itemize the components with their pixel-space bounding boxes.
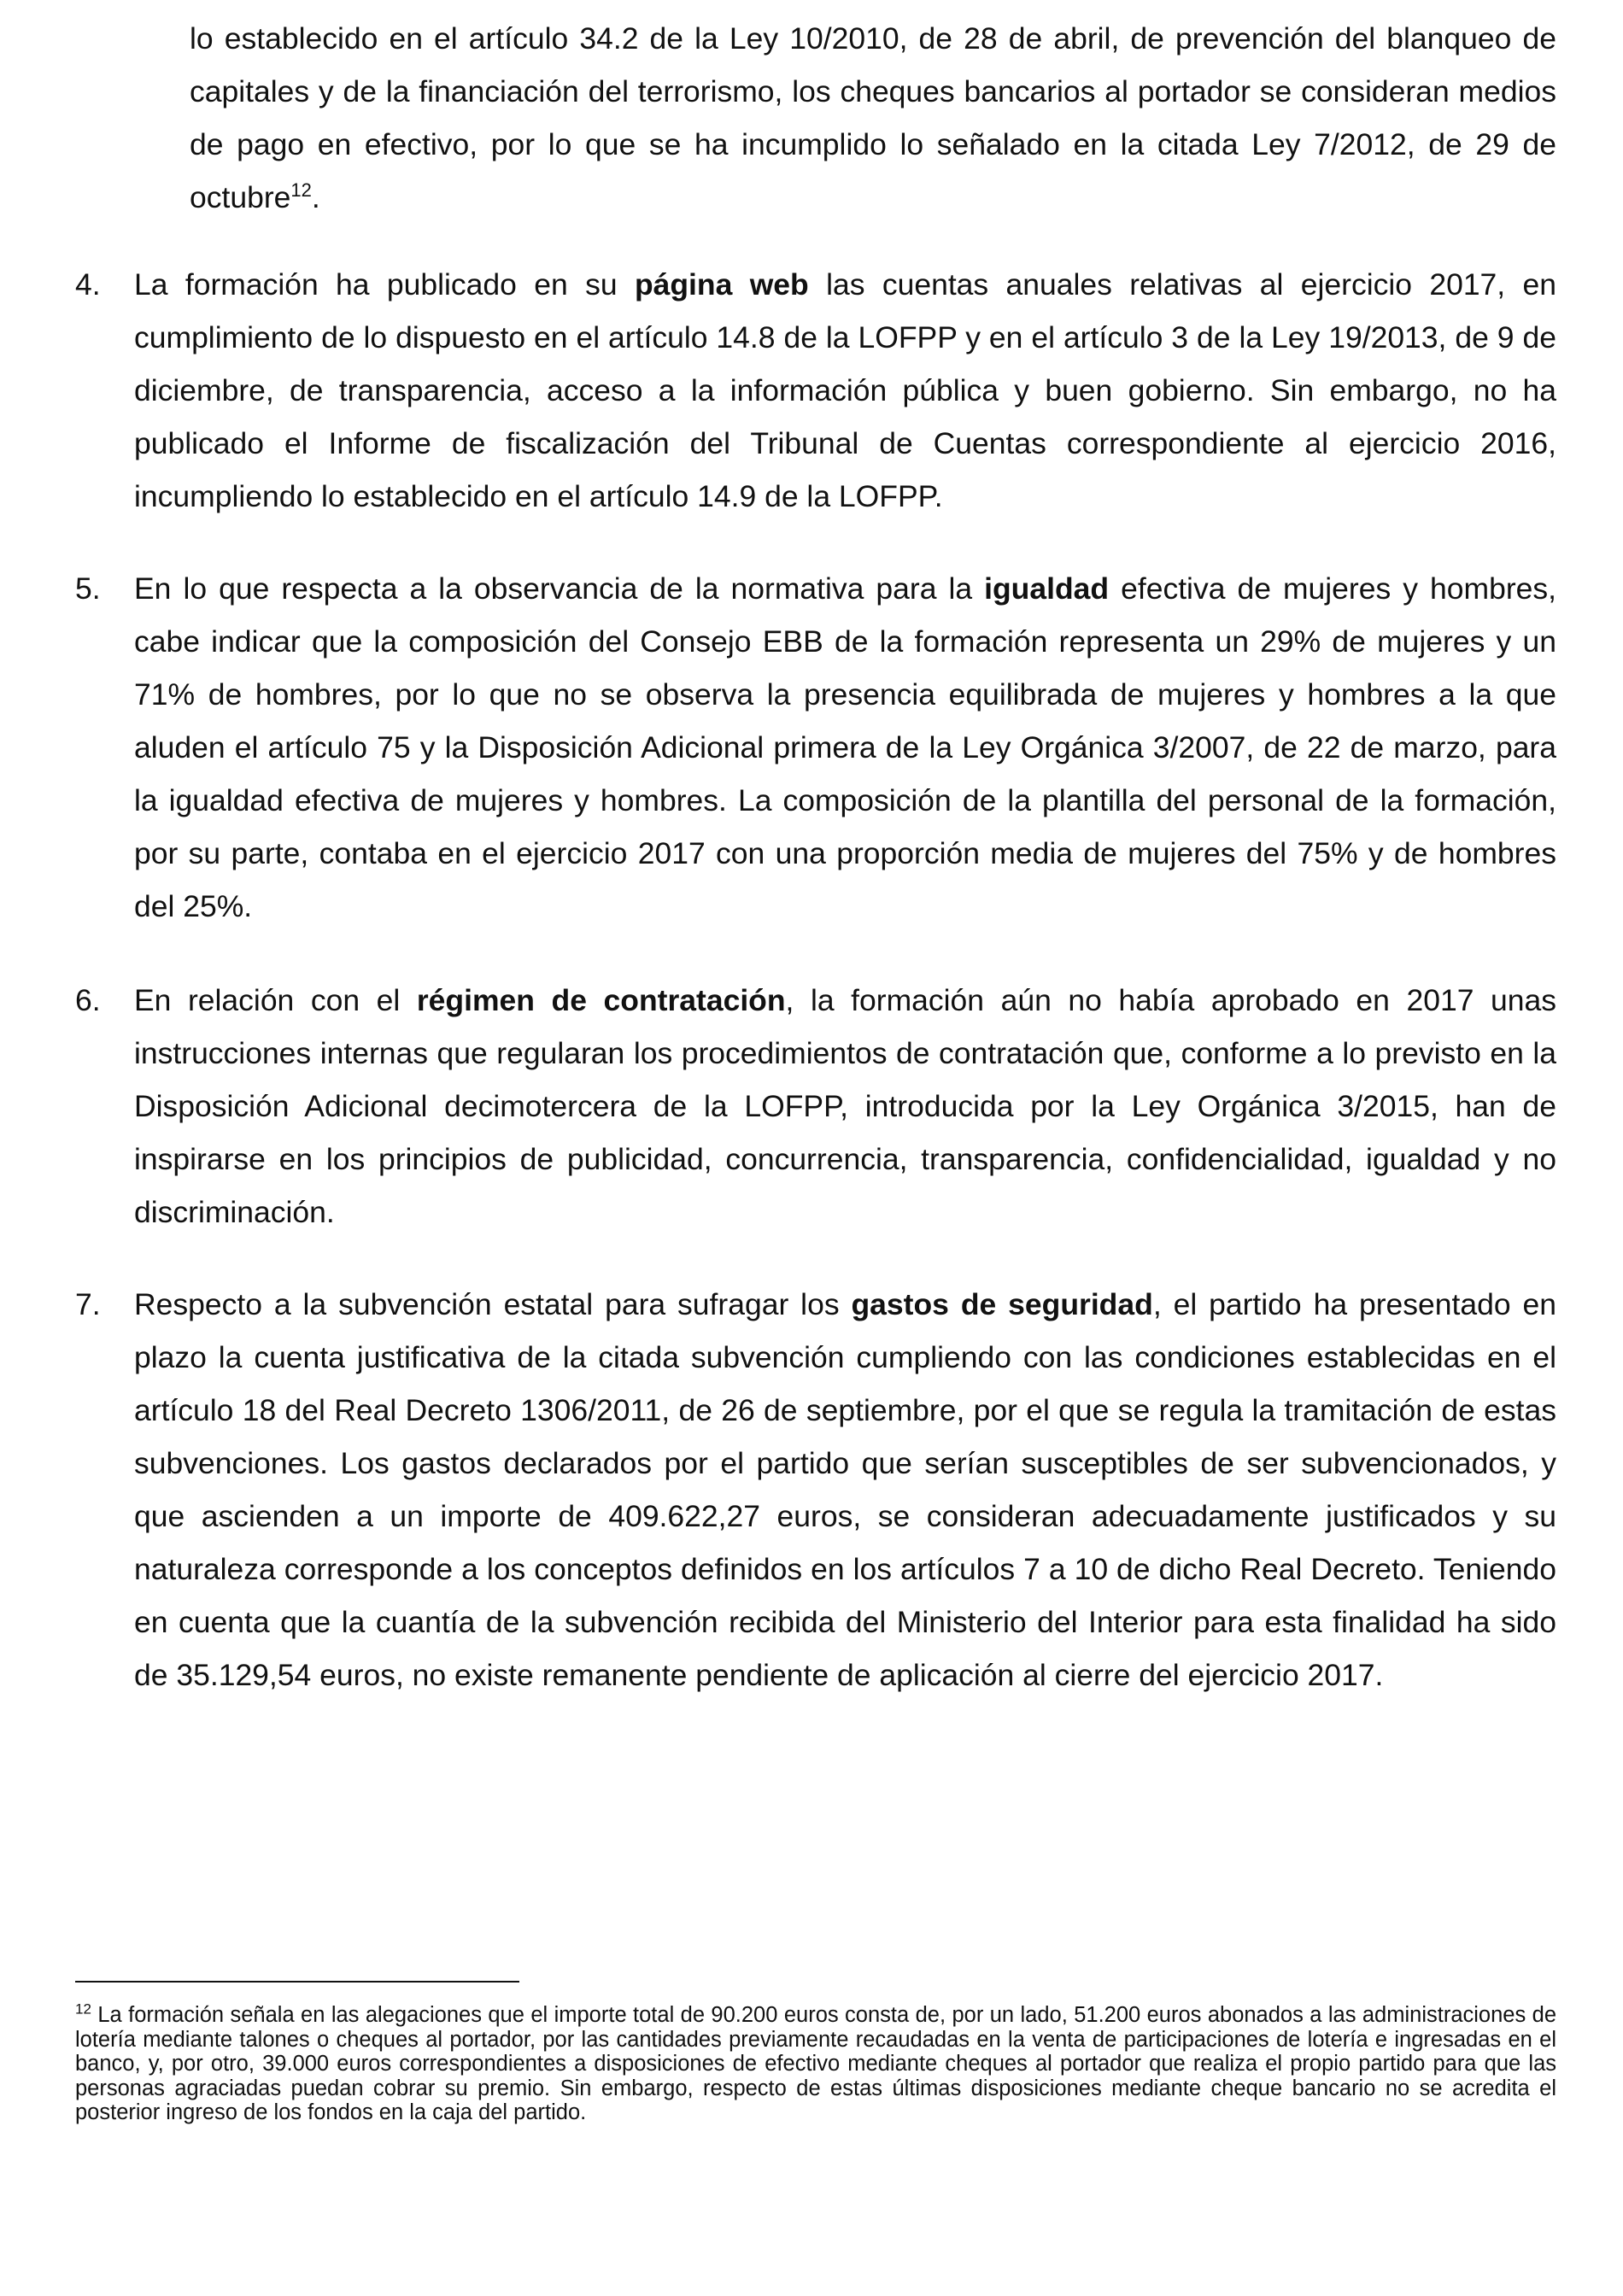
footnote-divider <box>75 1981 519 1983</box>
item-text-after: , la formación aún no había aprobado en 2017 unas instrucciones internas que regularan los procedimientos de contratación que, conforme a lo previsto en la Disposición Adicional decimotercera de la LOFPP, introducida por la Ley Orgánica 3/2015, han de inspirarse en los principios de publicidad, concurrencia, transparencia, confidencialidad, igualdad y no discriminación. <box>134 983 1556 1229</box>
item-text-before: En relación con el <box>134 983 417 1017</box>
item-emphasis: régimen de contratación <box>416 983 786 1017</box>
continuation-text: lo establecido en el artículo 34.2 de la Ley 10/2010, de 28 de abril, de prevención del blanqueo de capitales y de la financiación del terrorismo, los cheques bancarios al portador se consideran medios de pago en efectivo, por lo que se ha incumplido lo señalado en la citada Ley 7/2012, de 29 de octubre <box>190 21 1556 214</box>
item-text-before: Respecto a la subvención estatal para sufragar los <box>134 1287 852 1321</box>
continuation-end: . <box>311 180 320 214</box>
item-number: 7. <box>75 1287 101 1321</box>
item-number: 4. <box>75 267 101 302</box>
continuation-paragraph <box>190 12 1556 224</box>
footnote <box>75 2000 1556 2125</box>
footnote-reference: 12 <box>290 179 312 202</box>
item-paragraph <box>134 1278 1556 1702</box>
item-paragraph <box>134 562 1556 933</box>
item-paragraph <box>134 258 1556 523</box>
item-text-before: En lo que respecta a la observancia de la normativa para la <box>134 571 985 606</box>
item-number: 6. <box>75 983 101 1017</box>
item-text-after: efectiva de mujeres y hombres, cabe indicar que la composición del Consejo EBB de la formación representa un 29% de mujeres y un 71% de hombres, por lo que no se observa la presencia equilibrada de mujeres y hombres a la que aluden el artículo 75 y la Disposición Adicional primera de la Ley Orgánica 3/2007, de 22 de marzo, para la igualdad efectiva de mujeres y hombres. La composición de la plantilla del personal de la formación, por su parte, contaba en el ejercicio 2017 con una proporción media de mujeres del 75% y de hombres del 25%. <box>134 571 1556 923</box>
item-text-after: , el partido ha presentado en plazo la cuenta justificativa de la citada subvención cumpliendo con las condiciones establecidas en el artículo 18 del Real Decreto 1306/2011, de 26 de septiembre, por el que se regula la tramitación de estas subvenciones. Los gastos declarados por el partido que serían susceptibles de ser subvencionados, y que ascienden a un importe de 409.622,27 euros, se consideran adecuadamente justificados y su naturaleza corresponde a los conceptos definidos en los artículos 7 a 10 de dicho Real Decreto. Teniendo en cuenta que la cuantía de la subvención recibida del Ministerio del Interior para esta finalidad ha sido de 35.129,54 euros, no existe remanente pendiente de aplicación al cierre del ejercicio 2017. <box>134 1287 1557 1692</box>
item-emphasis: gastos de seguridad <box>851 1287 1153 1321</box>
item-paragraph <box>134 974 1556 1239</box>
item-emphasis: igualdad <box>984 571 1110 606</box>
footnote-marker: 12 <box>75 2000 91 2018</box>
item-text-before: La formación ha publicado en su <box>134 267 635 302</box>
footnote-text: La formación señala en las alegaciones que el importe total de 90.200 euros consta de, por un lado, 51.200 euros abonados a las administraciones de lotería mediante talones o cheques al portador, por las cantidades previamente recaudadas en la venta de participaciones de lotería e ingresadas en el banco, y, por otro, 39.000 euros correspondientes a disposiciones de efectivo mediante cheques al portador que realiza el propio partido para que las personas agraciadas puedan cobrar su premio. Sin embargo, respecto de estas últimas disposiciones mediante cheque bancario no se acredita el posterior ingreso de los fondos en la caja del partido. <box>75 2003 1556 2124</box>
item-emphasis: página web <box>634 267 809 302</box>
item-text-after: las cuentas anuales relativas al ejercicio 2017, en cumplimiento de lo dispuesto en el artículo 14.8 de la LOFPP y en el artículo 3 de la Ley 19/2013, de 9 de diciembre, de transparencia, acceso a la información pública y buen gobierno. Sin embargo, no ha publicado el Informe de fiscalización del Tribunal de Cuentas correspondiente al ejercicio 2016, incumpliendo lo establecido en el artículo 14.9 de la LOFPP. <box>134 267 1557 513</box>
item-number: 5. <box>75 571 101 606</box>
